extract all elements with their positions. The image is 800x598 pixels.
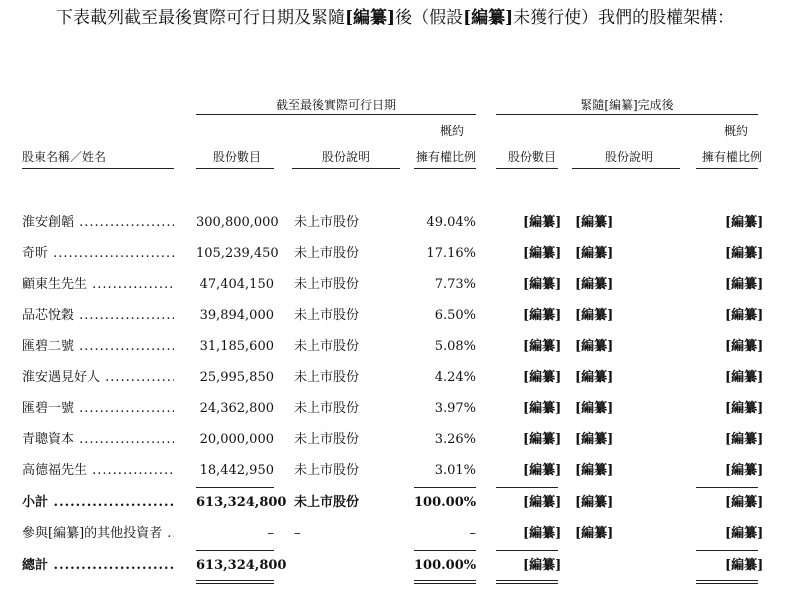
share-description: 未上市股份 — [294, 215, 360, 230]
redacted-marker: [編纂] — [523, 308, 562, 323]
table-row — [0, 429, 800, 451]
redacted-marker: [編纂] — [523, 526, 562, 541]
col-rule-name — [22, 168, 174, 169]
redacted-marker: [編纂] — [725, 558, 764, 573]
redacted-marker: [編纂] — [725, 432, 764, 447]
col-header-shares-after: 股份數目 — [508, 150, 557, 164]
table-row — [0, 212, 800, 234]
redacted-marker: [編纂] — [725, 277, 764, 292]
col-rule-pct — [414, 168, 476, 169]
total-underline-pct — [414, 580, 476, 581]
other-investors-label: 參與[編纂]的其他投資者 ..... — [22, 523, 174, 545]
shareholder-name: 青聰資本 ..... — [22, 429, 174, 451]
table-row — [0, 243, 800, 265]
subtotal-pct: 100.00% — [414, 495, 477, 510]
group-rule-after — [496, 114, 758, 115]
col-header-desc-after: 股份說明 — [605, 150, 654, 164]
redacted-marker: [編纂] — [523, 277, 562, 292]
col-header-pct-after-line1: 概約 — [724, 124, 749, 138]
table-row — [0, 460, 800, 482]
redacted-marker: [編纂] — [575, 339, 614, 354]
col-header-name: 股東名稱／姓名 — [22, 150, 107, 164]
redacted-marker: [編纂] — [725, 246, 764, 261]
total-row — [0, 555, 800, 577]
redacted-marker: [編纂] — [725, 463, 764, 478]
total-double-underline-shares-after — [496, 583, 558, 584]
intro-text-3: 未獲行使）我們的股權架構： — [513, 8, 735, 28]
ownership-pct: 6.50% — [434, 308, 476, 323]
shareholder-name: 奇昕 ..... — [22, 243, 174, 265]
redacted-marker: [編纂] — [725, 401, 764, 416]
col-rule-shares — [196, 168, 274, 169]
table-row — [0, 398, 800, 420]
share-count: 31,185,600 — [199, 339, 274, 354]
ownership-pct: 4.24% — [434, 370, 476, 385]
redacted-marker: [編纂] — [523, 463, 562, 478]
total-pct: 100.00% — [414, 558, 477, 573]
shareholder-name: 淮安遇見好人 ..... — [22, 367, 174, 389]
redacted-marker: [編纂] — [575, 526, 614, 541]
ownership-pct: 17.16% — [426, 246, 476, 261]
share-count: 39,894,000 — [199, 308, 274, 323]
other-investors-description: – — [294, 526, 301, 541]
redacted-marker: [編纂] — [725, 526, 764, 541]
redacted-marker: [編纂] — [725, 370, 764, 385]
subtotal-description: 未上市股份 — [294, 495, 360, 510]
total-label: 總計 ..... — [22, 555, 174, 577]
table-row — [0, 305, 800, 327]
redacted-marker: [編纂] — [575, 463, 614, 478]
table-row — [0, 274, 800, 296]
share-description: 未上市股份 — [294, 432, 360, 447]
redacted-marker: [編纂] — [575, 277, 614, 292]
col-rule-desc — [292, 168, 400, 169]
group-header-after: 緊隨[編纂]完成後 — [580, 98, 674, 112]
share-description: 未上市股份 — [294, 339, 360, 354]
col-rule-pct-after — [696, 168, 758, 169]
col-header-pct-after-line2: 擁有權比例 — [702, 150, 763, 164]
redacted-marker: [編纂] — [523, 432, 562, 447]
share-count: 25,995,850 — [199, 370, 274, 385]
share-count: 300,800,000 — [196, 215, 279, 230]
share-description: 未上市股份 — [294, 308, 360, 323]
redacted-marker: [編纂] — [575, 246, 614, 261]
share-description: 未上市股份 — [294, 401, 360, 416]
redacted-marker: [編纂] — [725, 339, 764, 354]
table-row — [0, 367, 800, 389]
total-double-underline-pct — [414, 583, 476, 584]
col-rule-desc-after — [572, 168, 680, 169]
col-header-shares: 股份數目 — [213, 150, 262, 164]
total-underline-pct-after — [696, 580, 758, 581]
subtotal-rule-pct — [414, 487, 476, 488]
redacted-marker: [編纂] — [523, 495, 562, 510]
share-count: 105,239,450 — [196, 246, 279, 261]
total-shares: 613,324,800 — [196, 558, 287, 573]
group-header-current: 截至最後實際可行日期 — [275, 98, 396, 112]
ownership-pct: 3.01% — [434, 463, 476, 478]
redacted-marker: [編纂] — [523, 558, 562, 573]
redacted-marker: [編纂] — [575, 308, 614, 323]
redacted-marker: [編纂] — [523, 370, 562, 385]
redacted-marker: [編纂] — [725, 495, 764, 510]
subtotal-label: 小計 ..... — [22, 492, 174, 514]
group-rule-current — [196, 114, 476, 115]
share-count: 47,404,150 — [199, 277, 274, 292]
shareholder-name: 淮安創韜 ..... — [22, 212, 174, 234]
shareholder-name: 匯碧二號 ..... — [22, 336, 174, 358]
redacted-marker: [編纂] — [725, 215, 764, 230]
subtotal-rule-shares — [196, 487, 274, 488]
redacted-marker: [編纂] — [523, 246, 562, 261]
redacted-marker: [編纂] — [523, 339, 562, 354]
other-investors-shares: – — [267, 526, 274, 541]
total-rule-pct — [414, 550, 476, 551]
share-count: 18,442,950 — [199, 463, 274, 478]
col-header-pct-line2: 擁有權比例 — [416, 150, 477, 164]
total-underline-shares-after — [496, 580, 558, 581]
intro-text-1: 下表載列截至最後實際可行日期及緊隨 — [56, 8, 345, 28]
total-rule-shares-after — [496, 550, 558, 551]
other-investors-row — [0, 523, 800, 545]
redacted-marker: [編纂] — [575, 401, 614, 416]
total-double-underline-pct-after — [696, 583, 758, 584]
ownership-pct: 5.08% — [434, 339, 476, 354]
total-underline-shares — [196, 580, 274, 581]
shareholder-name: 高德福先生 ..... — [22, 460, 174, 482]
ownership-pct: 49.04% — [426, 215, 476, 230]
shareholder-name: 顧東生先生 ..... — [22, 274, 174, 296]
col-header-desc: 股份說明 — [322, 150, 371, 164]
ownership-pct: 3.97% — [434, 401, 476, 416]
share-count: 24,362,800 — [199, 401, 274, 416]
share-description: 未上市股份 — [294, 277, 360, 292]
ownership-pct: 3.26% — [434, 432, 476, 447]
col-rule-shares-after — [496, 168, 558, 169]
redacted-marker: [編纂] — [725, 308, 764, 323]
other-investors-pct: – — [469, 526, 476, 541]
shareholder-name: 品芯悅穀 ..... — [22, 305, 174, 327]
subtotal-row — [0, 492, 800, 514]
subtotal-shares: 613,324,800 — [196, 495, 287, 510]
total-rule-shares — [196, 550, 274, 551]
redacted-marker: [編纂] — [523, 401, 562, 416]
redacted-marker: [編纂] — [575, 495, 614, 510]
share-description: 未上市股份 — [294, 463, 360, 478]
redacted-marker: [編纂] — [575, 370, 614, 385]
share-description: 未上市股份 — [294, 246, 360, 261]
subtotal-rule-shares-after — [496, 487, 558, 488]
redacted-marker: [編纂] — [463, 8, 514, 28]
share-description: 未上市股份 — [294, 370, 360, 385]
col-header-pct-line1: 概約 — [440, 124, 465, 138]
total-rule-pct-after — [696, 550, 758, 551]
redacted-marker: [編纂] — [575, 215, 614, 230]
shareholder-name: 匯碧一號 ..... — [22, 398, 174, 420]
share-count: 20,000,000 — [199, 432, 274, 447]
redacted-marker: [編纂] — [575, 432, 614, 447]
total-double-underline-shares — [196, 583, 274, 584]
subtotal-rule-pct-after — [696, 487, 758, 488]
intro-text-2: 後（假設 — [395, 8, 464, 28]
redacted-marker: [編纂] — [523, 215, 562, 230]
table-row — [0, 336, 800, 358]
redacted-marker: [編纂] — [345, 8, 396, 28]
ownership-pct: 7.73% — [434, 277, 476, 292]
intro-paragraph — [22, 4, 782, 33]
